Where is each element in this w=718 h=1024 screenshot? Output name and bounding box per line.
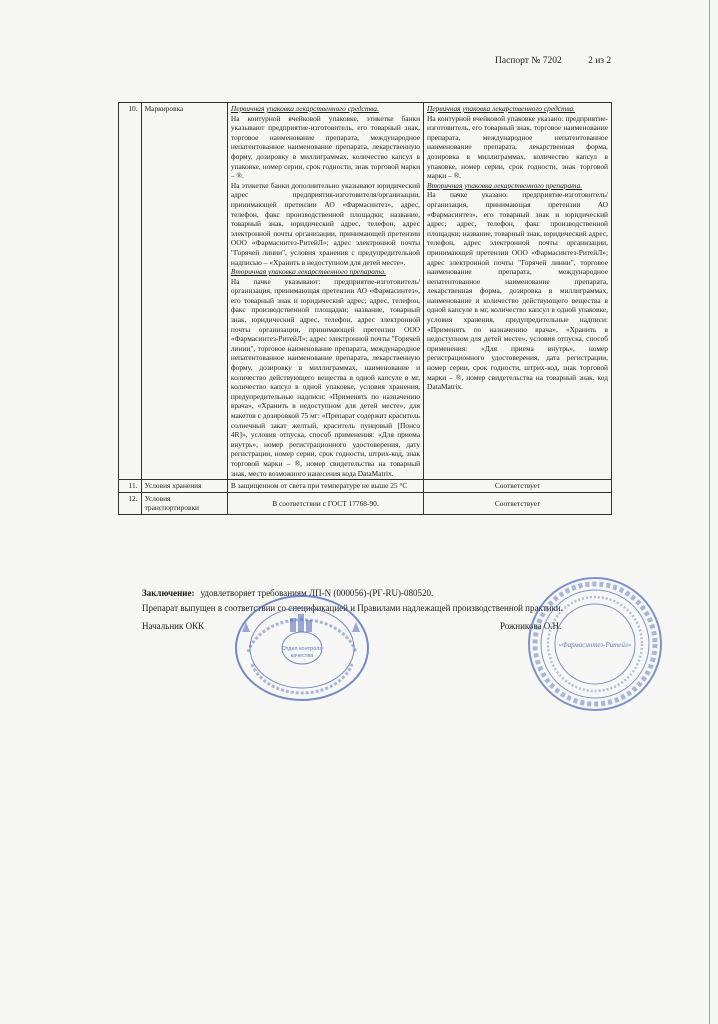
paragraph: Первичная упаковка лекарственного средства. (230, 104, 379, 113)
paragraph: На контурной ячейковой упаковке указано: предприятие-изготовитель, его товарный знак, торговое наименование препарата, международное непатентованное наименование препарата, лекарственная форма, дозировка в миллиграммах, количество капсул в упаковке, номер серии, срок годности, знак торговой марки – ®. (427, 113, 608, 181)
row-number: 10. (119, 103, 142, 480)
actual-cell: Соответствует (424, 480, 612, 493)
paragraph: Вторичная упаковка лекарственного препарата. (230, 267, 386, 277)
signatory-role: Начальник ОКК (142, 621, 205, 631)
spec-table (118, 102, 612, 515)
paragraph: На контурной ячейковой упаковке, этикетке банки указывают предприятие-изготовитель, его товарный знак, торговое наименование препарата, международное непатентованное наименование препарата, лекарственную форму, дозировку в миллиграммах, количество капсул в упаковке, номер серии, срок годности, знак торговой марки – ®. (230, 113, 421, 181)
requirement-cell: В защищенном от света при температуре не выше 25 °С (227, 480, 423, 493)
signatory-name: Рожникова О.Н. (500, 621, 562, 631)
row-name: Маркировка (141, 103, 227, 480)
page-counter: 2 из 2 (588, 56, 612, 66)
table-row (119, 103, 612, 480)
release-statement: Препарат выпущен в соответствии со спецификацией и Правилами надлежащей производственной практики. (142, 603, 563, 613)
paragraph: На пачке указано: предприятие-изготовитель/ организация, принимающая претензии АО «Фармасинтез», его товарный знак и юридический адрес; адрес, телефон, факс производственной площадки; название, товарный знак, юридический адрес, телефон, адрес электронной почты организации, принимающей претензии ООО «Фармасинтез-РитейЛ»; адрес электронной почты "Горячей линии", торговое наименование препарата, международное непатентованное наименование препарата, лекарственная форма, дозировка в миллиграммах, наименование и количество действующего вещества в одной капсуле в мг, количество капсул в одной упаковке, условия хранения, предупредительные надписи: «Применять по назначению врача», «Хранить в недоступном для детей месте», условия отпуска, способ применения: «Для приема внутрь», номер регистрационного удостоверения, дата регистрации, номер серии, срок годности, штрих-код, знак торговой марки – ®, номер свидетельства на товарный знак, код DataMatrix. (427, 190, 608, 392)
row-number: 12. (119, 492, 142, 514)
row-number: 11. (119, 480, 142, 493)
table-row (119, 492, 612, 514)
requirement-cell (227, 103, 423, 480)
page-edge-line (709, 0, 710, 1024)
row-name: Условия транспортировки (141, 492, 227, 514)
row-name: Условия хранения (141, 480, 227, 493)
qc-stamp (232, 592, 372, 704)
paragraph: Первичная упаковка лекарственного средства. (427, 104, 576, 113)
actual-cell (424, 103, 612, 480)
paragraph: На пачке указывают: предприятие-изготовитель/ организация, принимающая претензии АО «Фармасинтез», его товарный знак и юридический адрес; адрес, телефон, факс производственной площадки; название, товарный знак, юридический адрес, телефон, адрес электронной почты организации, принимающей претензии ООО «Фармасинтез-РитейЛ»; адрес электронной почты "Горячей линии", торговое наименование препарата, международное непатентованное наименование препарата, лекарственную форму, дозировку в миллиграммах, наименование и количество действующего вещества в одной капсуле в мг, количество капсул в одной упаковке, условия хранения, предупредительные надписи: «Применять по назначению врача», «Хранить в недоступном для детей месте», для макетов с дозировкой 75 мг: «Препарат содержит краситель солнечный закат желтый, краситель пунцовый [Понсо 4R]», условия отпуска, способ применения: «Для приема внутрь», номер регистрационного удостоверения, дату регистрации, номер серии, срок годности, штрих-код, знак торговой марки – ®, номер свидетельства на товарный знак, место возможного нанесения кода DataMatrix. (230, 276, 421, 478)
passport-number: Паспорт № 7202 (495, 56, 562, 66)
paragraph: На этикетке банки дополнительно указывают юридический адрес предприятия-изготовителя/организации, принимающей претензии АО «Фармасинтез», адрес, телефон, факс производственной площадки; название, товарный знак, юридический адрес, телефон, адрес электронной почты организации, принимающей претензии ООО «Фармасинтез-РитейЛ»; адрес электронной почты "Горячей линии", условия хранения с предупредительной надписью – «Хранить в недоступном для детей месте». (230, 180, 421, 267)
conclusion-text: удовлетворяет требованиям ЛП-N (000056)-(РГ-RU)-080520. (200, 588, 434, 598)
table-row (119, 480, 612, 493)
paragraph: Вторичная упаковка лекарственного препарата. (427, 180, 583, 190)
conclusion-label: Заключение: (142, 588, 195, 598)
requirement-cell: В соответствии с ГОСТ 17768-90. (227, 492, 423, 514)
page-header (495, 56, 611, 66)
actual-cell: Соответствует (424, 492, 612, 514)
stamp-center-text: «Фармасинтез-Ритейл» (558, 641, 632, 649)
company-stamp (525, 574, 665, 714)
stamp-center-text-bottom: качества (290, 653, 314, 659)
stamp-center-text-top: Отдел контроля (281, 646, 323, 652)
